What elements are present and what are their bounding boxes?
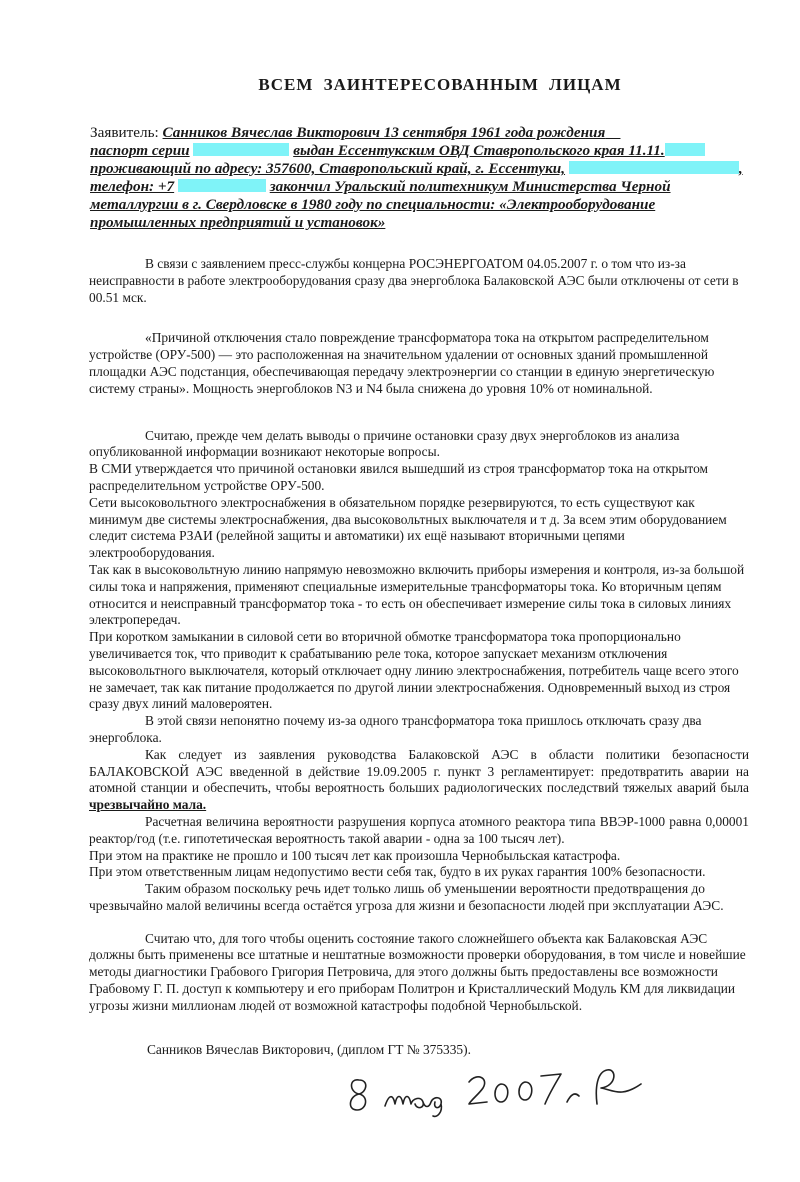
education-line-2: металлургии в г. Свердловске в 1980 году по специальности: «Электрооборудование — [90, 196, 656, 213]
paragraph-safety-policy: Как следует из заявления руководства Балаковской АЭС в области политики безопасности БАЛАКОВСКОЙ АЭС введенной в действие 19.09.2005 г. пункт 3 регламентирует: предотвратить аварии на атомной станции и обеспечить, чтобы вероятность больших радиологических последствий тяжелых аварий была чрезвычайно мала. — [89, 746, 749, 813]
paragraph-quote: «Причиной отключения стало повреждение трансформатора тока на открытом распределительном устройстве (ОРУ-500) — это расположенная на значительном удалении от основных зданий промышленной площадки АЭС подстанция, обеспечивающая передачу электроэнергии со станции в единую энергетическую систему страны». Мощность энергоблоков N3 и N4 была снижена до уровня 10% от номинальной. — [89, 330, 715, 396]
paragraph-media-claim: В СМИ утверждается что причиной остановки явился вышедший из строя трансформатор тока на открытом распределительном устройстве ОРУ-500. — [89, 461, 709, 493]
applicant-name: Санников Вячеслав Викторович 13 сентября 1961 года рождения — [162, 124, 606, 141]
paragraph-chernobyl: При этом на практике не прошло и 100 тысяч лет как произошла Чернобыльская катастрофа. — [89, 847, 621, 863]
passport-prefix: паспорт серии — [90, 142, 190, 159]
paragraph-current-transformers: Так как в высоковольтную линию напрямую невозможно включить приборы измерения и контроля, из-за большой силы тока и напряжения, применяют специальные измерительные трансформаторы тока. Ко вторичным цепям относится и неисправный трансформатор тока - то есть он обеспечивает измерение силы тока в силовых линиях электропередач. — [89, 561, 745, 628]
paragraph-proposal: Считаю что, для того чтобы оценить состояние такого сложнейшего объекта как Балаковская АЭС должны быть применены все штатные и нештатные возможности проверки оборудования, в том числе и новейшие методы диагностики Грабового Григория Петровича, для этого должны быть предоставлены все возможности Грабовому Г. П. доступ к компьютеру и его приборам Политрон и Кристаллический Модуль КМ для ликвидации угрозы жизни миллионам людей от возможной катастрофы подобной Чернобыльской. — [89, 930, 746, 1013]
paragraph-responsibility: При этом ответственным лицам недопустимо вести себя так, будто в их руках гарантия 100% безопасности. — [89, 864, 706, 880]
redacted-phone — [178, 179, 266, 192]
education-line-1: закончил Уральский политехникум Министерства Черной — [269, 178, 671, 195]
paragraph-probability: Расчетная величина вероятности разрушения корпуса атомного реактора типа ВВЭР-1000 равна 0,00001 реактор/год (т.е. гипотетическая вероятность такой аварии - одна за 100 тысяч лет). — [89, 813, 749, 846]
emphasized-phrase: чрезвычайно мала. — [89, 797, 207, 813]
paragraph-questions: Считаю, прежде чем делать выводы о причине остановки сразу двух энергоблоков из анализа опубликованной информации возникают некоторые вопросы. — [89, 427, 680, 460]
handwritten-date-signature — [345, 1058, 655, 1128]
phone-prefix: телефон: +7 — [90, 178, 175, 195]
redacted-passport — [193, 143, 289, 156]
applicant-label: Заявитель: — [90, 124, 159, 141]
education-line-3: промышленных предприятий и установок» — [90, 214, 386, 231]
signer-line: Санников Вячеслав Викторович, (диплом ГТ № 375335). — [147, 1042, 471, 1057]
document-title: ВСЕМ ЗАИНТЕРЕСОВАННЫМ ЛИЦАМ — [258, 75, 622, 94]
paragraph-intro: В связи с заявлением пресс-службы концерна РОСЭНЕРГОАТОМ 04.05.2007 г. о том что из-за неисправности в работе электрооборудования сразу два энергоблока Балаковской АЭС были отключены от сети в 00.51 мск. — [89, 256, 739, 305]
paragraph-short-circuit: При коротком замыкании в силовой сети во вторичной обмотке трансформатора тока пропорционально увеличивается ток, что приводит к срабатыванию реле тока, которое запускает механизм отключения высоковольтного выключателя, который отключает одну линию электроснабжения, потребитель чаще всего этого не замечает, так как питание продолжается по другой линии электроснабжения. Одновременный выход из строя сразу двух линий маловероятен. — [89, 629, 739, 712]
redacted-date — [665, 143, 705, 156]
passport-issued-by: выдан Ессентукским ОВД Ставропольского края 11.11. — [293, 142, 665, 159]
paragraph-redundancy: Сети высоковольтного электроснабжения в обязательном порядке резервируются, то есть существуют как минимум две системы электроснабжения, два высоковольтных выключателя и т д. За всем этим оборудованием следит система РЗАИ (релейной защиты и автоматики) их ещё называют вторичными цепями электрооборудования. — [89, 494, 727, 561]
applicant-block — [90, 124, 770, 232]
address: проживающий по адресу: 357600, Ставропольский край, г. Ессентуки, — [90, 160, 566, 177]
paragraph-unclear: В этой связи непонятно почему из-за одного трансформатора тока пришлось отключать сразу два энергоблока. — [89, 713, 702, 745]
paragraph-conclusion: Таким образом поскольку речь идет только лишь об уменьшении вероятности предотвращения до чрезвычайно малой величины всегда остаётся угроза для жизни и безопасности людей при эксплуатации АЭС. — [89, 881, 724, 913]
redacted-address — [569, 161, 739, 174]
address-comma: , — [738, 160, 743, 177]
document-body — [89, 256, 749, 1015]
